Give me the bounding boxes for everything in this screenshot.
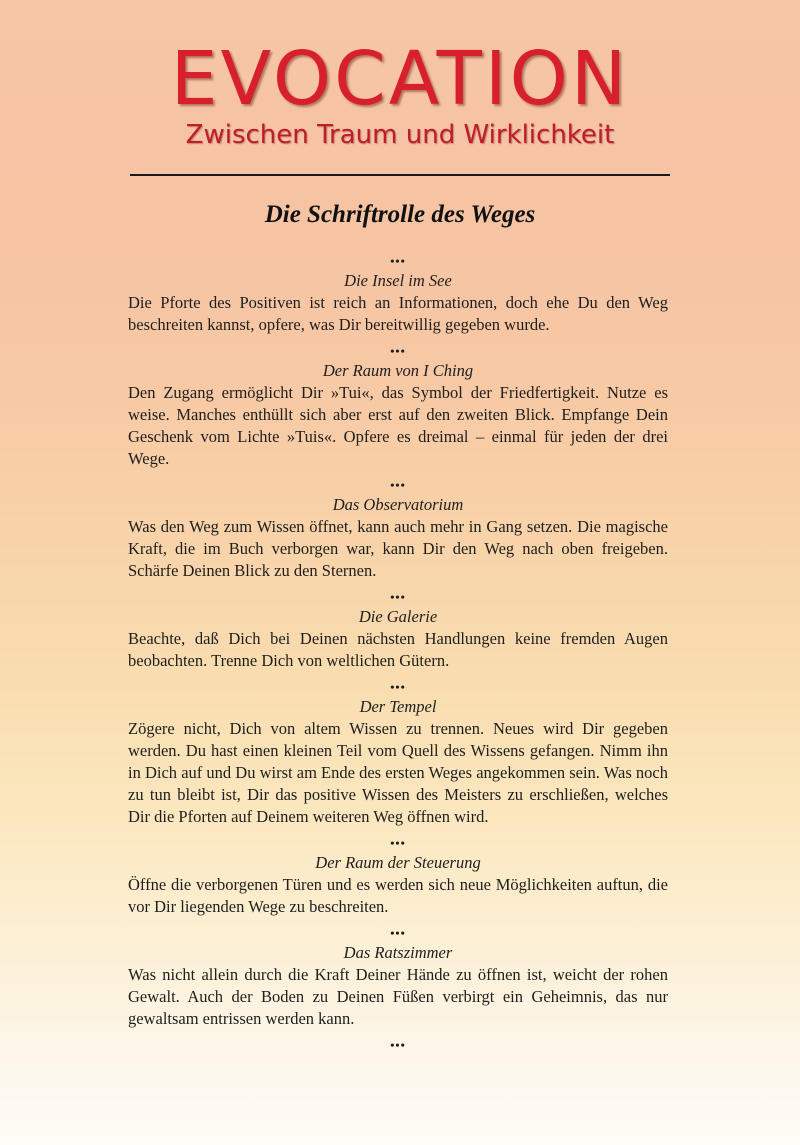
- section: [128, 838, 668, 918]
- section-body: Zögere nicht, Dich von altem Wissen zu trennen. Neues wird Dir gegeben werden. Du hast einen kleinen Teil vom Quell des Wissens gefangen. Nimm ihn in Dich auf und Du wirst am Ende des ersten Weges angekommen sein. Was noch zu tun bleibt ist, Dir das positive Wissen des Meisters zu erschließen, welches Dir die Pforten auf Deinem weiteren Weg öffnen wird.: [128, 719, 668, 826]
- section: [128, 928, 668, 1030]
- section-body: Was nicht allein durch die Kraft Deiner Hände zu öffnen ist, weicht der rohen Gewalt. Auch der Boden zu Deinen Füßen verbirgt ein Geheimnis, das nur gewaltsam entrissen werden kann.: [128, 965, 668, 1028]
- separator-dots: •••: [390, 478, 406, 492]
- section-title: Die Galerie: [358, 607, 438, 626]
- section-title: Das Observatorium: [332, 495, 464, 514]
- section-title: Das Ratszimmer: [343, 943, 453, 962]
- separator-dots: •••: [390, 926, 406, 940]
- logo-title: EVOCATION: [170, 36, 630, 122]
- section-title: Der Raum der Steuerung: [315, 853, 481, 872]
- logo-subtitle: Zwischen Traum und Wirklichkeit: [185, 120, 615, 150]
- separator-dots: •••: [390, 344, 406, 358]
- section-title: Die Insel im See: [344, 271, 452, 290]
- header-divider: [130, 174, 670, 176]
- section: [128, 682, 668, 828]
- section-title: Der Tempel: [359, 697, 437, 716]
- page-title: Die Schriftrolle des Weges: [264, 201, 536, 228]
- separator-dots: •••: [390, 254, 406, 268]
- section-title: Der Raum von I Ching: [322, 361, 474, 380]
- section: [128, 480, 668, 582]
- section: [128, 592, 668, 672]
- sections-container: [128, 256, 668, 1052]
- section-body: Öffne die verborgenen Türen und es werden sich neue Möglichkeiten auftun, die vor Dir liegenden Wege zu beschreiten.: [128, 875, 668, 916]
- section-body: Die Pforte des Positiven ist reich an Informationen, doch ehe Du den Weg beschreiten kannst, opfere, was Dir bereitwillig gegeben wurde.: [128, 293, 668, 334]
- section-body: Was den Weg zum Wissen öffnet, kann auch mehr in Gang setzen. Die magische Kraft, die im Buch verborgen war, kann Dir den Weg nach oben freigeben. Schärfe Deinen Blick zu den Sternen.: [128, 517, 668, 580]
- separator-dots: •••: [390, 680, 406, 694]
- separator-dots: •••: [390, 590, 406, 604]
- separator-dots: •••: [390, 836, 406, 850]
- separator-dots: •••: [390, 1038, 406, 1052]
- section-body: Beachte, daß Dich bei Deinen nächsten Handlungen keine fremden Augen beobachten. Trenne Dich von weltlichen Gütern.: [128, 629, 668, 670]
- section-body: Den Zugang ermöglicht Dir »Tui«, das Symbol der Friedfertigkeit. Nutze es weise. Manches enthüllt sich aber erst auf den zweiten Blick. Empfange Dein Geschenk vom Lichte »Tuis«. Opfere es dreimal – einmal für jeden der drei Wege.: [128, 383, 668, 468]
- evocation-logo: [130, 36, 670, 150]
- section: [128, 256, 668, 336]
- section: [128, 346, 668, 470]
